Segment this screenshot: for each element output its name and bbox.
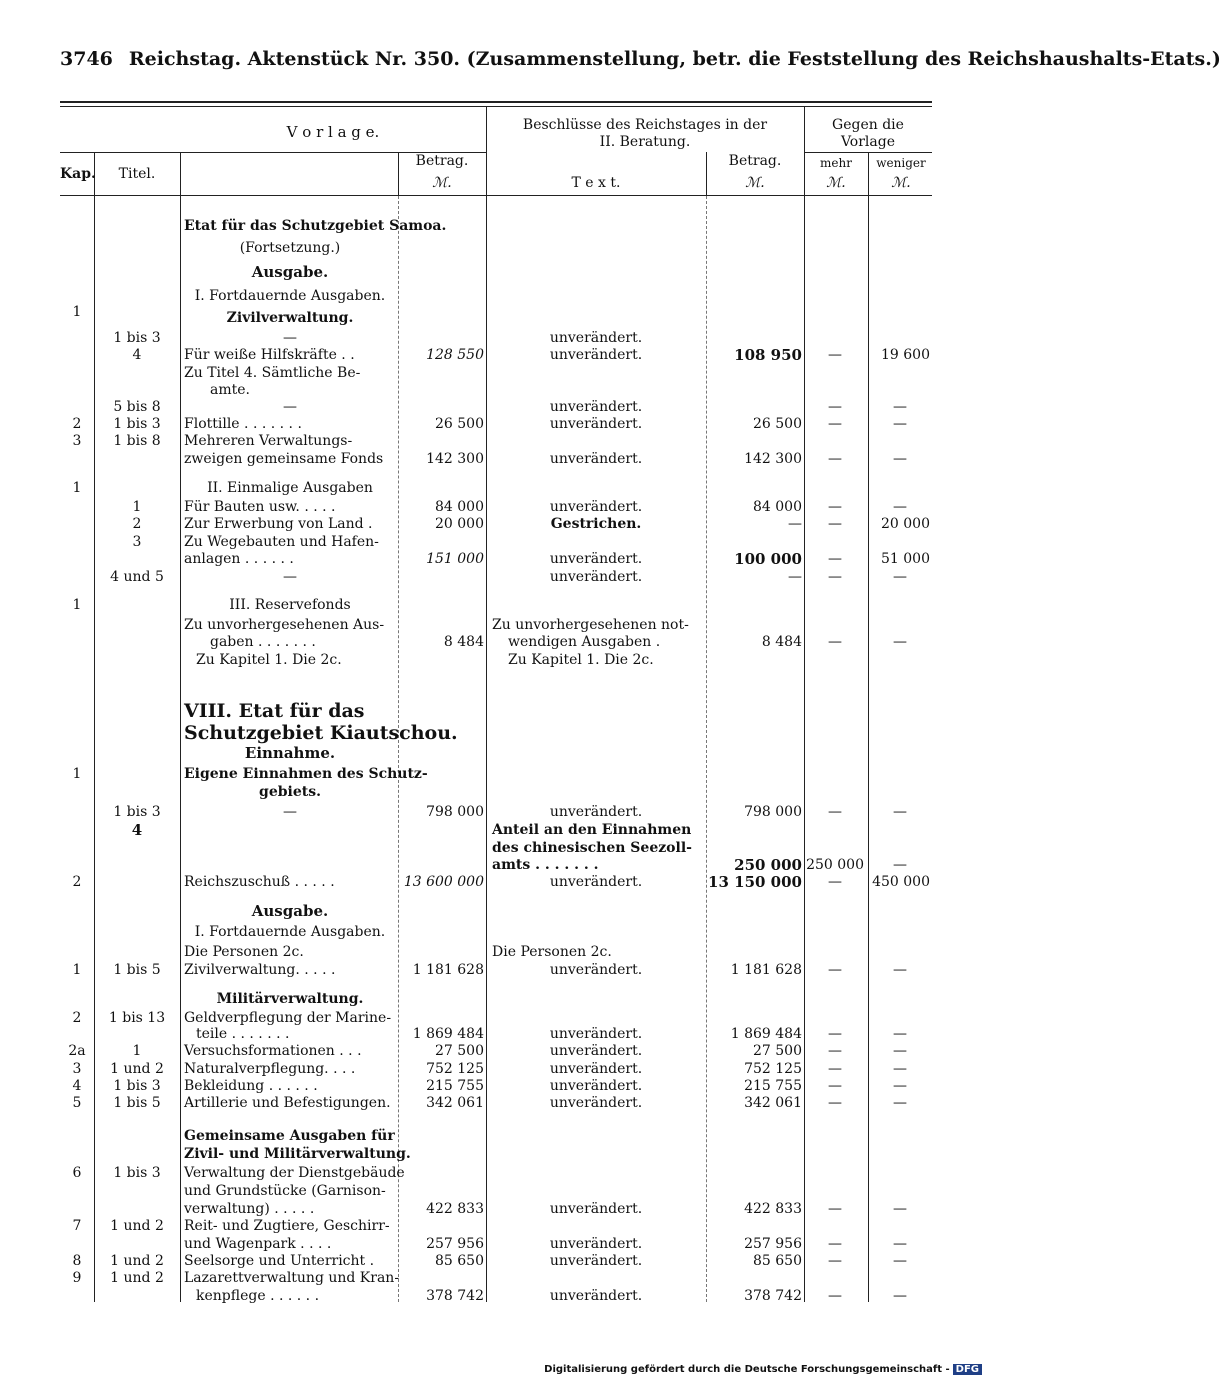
- row-43-mehr: —: [828, 1078, 842, 1094]
- row-52-weniger: —: [893, 1253, 907, 1269]
- row-50-titel: 1 und 2: [110, 1218, 164, 1234]
- row-8-desc: Zu Titel 4. Sämtliche Be-: [184, 365, 361, 381]
- row-28-desc: gebiets.: [259, 784, 321, 800]
- row-54-weniger: —: [893, 1288, 907, 1304]
- row-49-mehr: —: [828, 1201, 842, 1217]
- top-rule-thin: [60, 106, 932, 107]
- row-4-desc: Zivilverwaltung.: [226, 310, 354, 326]
- row-15-titel: 1: [132, 499, 142, 515]
- col-header-mehr: mehr: [820, 156, 852, 170]
- col-header-weniger: weniger: [876, 156, 926, 170]
- row-14-desc: II. Einmalige Ausgaben: [207, 480, 373, 496]
- row-25-desc: Schutzgebiet Kiautschou.: [184, 722, 458, 744]
- row-9-desc: amte.: [210, 382, 250, 398]
- row-18-mehr: —: [828, 551, 842, 567]
- row-51-text: unverändert.: [549, 1236, 643, 1252]
- row-52-text: unverändert.: [549, 1253, 643, 1269]
- row-40-desc: teile . . . . . . .: [196, 1026, 290, 1042]
- row-15-amount2: 84 000: [753, 499, 802, 515]
- row-10-mehr: —: [828, 399, 842, 415]
- col-header-text: T e x t.: [571, 175, 621, 191]
- row-16-amount: 20 000: [435, 516, 484, 532]
- row-42-kap: 3: [72, 1061, 82, 1077]
- row-15-mehr: —: [828, 499, 842, 515]
- row-44-titel: 1 bis 5: [113, 1095, 161, 1111]
- row-6-titel: 1 bis 3: [113, 330, 161, 346]
- row-52-desc: Seelsorge und Unterricht .: [184, 1253, 375, 1269]
- row-29-amount2: 798 000: [744, 804, 802, 820]
- row-1-desc: (Fortsetzung.): [239, 240, 341, 256]
- row-47-kap: 6: [72, 1165, 82, 1181]
- row-51-mehr: —: [828, 1236, 842, 1252]
- row-51-amount2: 257 956: [744, 1236, 802, 1252]
- row-42-desc: Naturalverpflegung. . . .: [184, 1061, 356, 1077]
- row-7-weniger: 19 600: [881, 347, 930, 363]
- row-18-text: unverändert.: [549, 551, 643, 567]
- row-12-desc: Mehreren Verwaltungs-: [184, 433, 353, 449]
- row-41-kap: 2a: [68, 1043, 86, 1059]
- row-32-amount2: 250 000: [734, 856, 802, 874]
- footer-text: Digitalisierung gefördert durch die Deutsche Forschungsgemeinschaft -: [544, 1364, 950, 1375]
- row-52-amount2: 85 650: [753, 1253, 802, 1269]
- row-39-titel: 1 bis 13: [108, 1010, 166, 1026]
- row-18-amount: 151 000: [426, 551, 484, 567]
- row-6-desc: —: [283, 330, 297, 346]
- row-20-kap: 1: [72, 597, 82, 613]
- row-36-text: Die Personen 2c.: [492, 944, 612, 960]
- row-32-weniger: —: [893, 857, 907, 873]
- row-11-amount2: 26 500: [753, 416, 802, 432]
- row-49-desc: verwaltung) . . . . .: [184, 1201, 315, 1217]
- row-15-amount: 84 000: [435, 499, 484, 515]
- row-7-text: unverändert.: [549, 347, 643, 363]
- row-17-desc: Zu Wegebauten und Hafen-: [184, 534, 379, 550]
- row-37-amount: 1 181 628: [412, 962, 484, 978]
- row-40-text: unverändert.: [549, 1026, 643, 1042]
- col-header-vorlage: V o r l a g e.: [286, 123, 380, 141]
- row-54-text: unverändert.: [549, 1288, 643, 1304]
- row-41-amount2: 27 500: [753, 1043, 802, 1059]
- page-header: [60, 48, 1221, 70]
- row-54-mehr: —: [828, 1288, 842, 1304]
- row-7-desc: Für weiße Hilfskräfte . .: [184, 347, 355, 363]
- row-2-desc: Ausgabe.: [251, 263, 329, 281]
- row-45-desc: Gemeinsame Ausgaben für: [184, 1128, 395, 1144]
- row-16-weniger: 20 000: [881, 516, 930, 532]
- col-header-betrag: Betrag.: [415, 153, 469, 169]
- row-29-weniger: —: [893, 804, 907, 820]
- row-27-desc: Eigene Einnahmen des Schutz-: [184, 766, 428, 782]
- row-52-mehr: —: [828, 1253, 842, 1269]
- row-47-titel: 1 bis 3: [113, 1165, 161, 1181]
- row-33-text: unverändert.: [549, 874, 643, 890]
- row-13-amount2: 142 300: [744, 451, 802, 467]
- row-43-kap: 4: [72, 1078, 82, 1094]
- row-32-mehr: 250 000: [806, 857, 864, 873]
- row-47-desc: Verwaltung der Dienstgebäude: [184, 1165, 405, 1181]
- row-18-amount2: 100 000: [734, 550, 802, 568]
- row-3-desc: I. Fortdauernde Ausgaben.: [194, 288, 386, 304]
- row-22-amount: 8 484: [443, 634, 484, 650]
- row-52-titel: 1 und 2: [110, 1253, 164, 1269]
- row-7-amount: 128 550: [426, 347, 484, 363]
- row-41-titel: 1: [132, 1043, 142, 1059]
- row-22-amount2: 8 484: [761, 634, 802, 650]
- row-41-desc: Versuchsformationen . . .: [184, 1043, 362, 1059]
- row-33-amount2: 13 150 000: [708, 873, 802, 891]
- row-0-desc: Etat für das Schutzgebiet Samoa.: [184, 218, 447, 234]
- row-5-kap: 1: [72, 304, 82, 320]
- col-rule-mehr: [868, 152, 869, 1302]
- row-12-titel: 1 bis 8: [113, 433, 161, 449]
- row-49-amount2: 422 833: [744, 1201, 802, 1217]
- row-29-mehr: —: [828, 804, 842, 820]
- row-30-text: Anteil an den Einnahmen: [492, 822, 692, 838]
- row-11-mehr: —: [828, 416, 842, 432]
- col-header-gegen: Gegen die: [832, 117, 904, 133]
- row-44-weniger: —: [893, 1095, 907, 1111]
- row-44-mehr: —: [828, 1095, 842, 1111]
- row-43-text: unverändert.: [549, 1078, 643, 1094]
- row-16-amount2: —: [788, 516, 802, 532]
- row-6-text: unverändert.: [549, 330, 643, 346]
- row-22-weniger: —: [893, 634, 907, 650]
- row-35-desc: I. Fortdauernde Ausgaben.: [194, 924, 386, 940]
- row-43-amount: 215 755: [426, 1078, 484, 1094]
- row-22-mehr: —: [828, 634, 842, 650]
- col-rule-beschluss-end: [804, 106, 805, 1302]
- row-22-text: wendigen Ausgaben .: [508, 634, 661, 650]
- row-34-desc: Ausgabe.: [251, 902, 329, 920]
- row-37-desc: Zivilverwaltung. . . . .: [184, 962, 336, 978]
- row-31-text: des chinesischen Seezoll-: [492, 840, 692, 856]
- row-22-desc: gaben . . . . . . .: [210, 634, 316, 650]
- col-header-gegen2: Vorlage: [840, 134, 896, 150]
- page-title: Reichstag. Aktenstück Nr. 350. (Zusammenstellung, betr. die Feststellung des Reichshaushalts-Etats.): [128, 48, 1221, 70]
- row-23-desc: Zu Kapitel 1. Die 2c.: [196, 652, 342, 668]
- row-43-desc: Bekleidung . . . . . .: [184, 1078, 318, 1094]
- row-37-weniger: —: [893, 962, 907, 978]
- row-37-titel: 1 bis 5: [113, 962, 161, 978]
- row-7-titel: 4: [132, 347, 142, 363]
- row-49-weniger: —: [893, 1201, 907, 1217]
- row-12-kap: 3: [72, 433, 82, 449]
- row-27-kap: 1: [72, 766, 82, 782]
- footer: [544, 1364, 982, 1375]
- row-46-desc: Zivil- und Militärverwaltung.: [184, 1146, 411, 1162]
- row-29-text: unverändert.: [549, 804, 643, 820]
- row-44-text: unverändert.: [549, 1095, 643, 1111]
- row-54-amount2: 378 742: [744, 1288, 802, 1304]
- row-42-amount2: 752 125: [744, 1061, 802, 1077]
- row-29-amount: 798 000: [426, 804, 484, 820]
- row-17-titel: 3: [132, 534, 142, 550]
- row-33-weniger: 450 000: [872, 874, 930, 890]
- row-29-titel: 1 bis 3: [113, 804, 161, 820]
- row-37-text: unverändert.: [549, 962, 643, 978]
- row-43-weniger: —: [893, 1078, 907, 1094]
- header-bottom-rule: [60, 195, 932, 196]
- row-42-amount: 752 125: [426, 1061, 484, 1077]
- col-header-weniger-unit: ℳ.: [891, 175, 911, 191]
- row-33-desc: Reichszuschuß . . . . .: [184, 874, 335, 890]
- page-number: 3746: [60, 48, 113, 70]
- row-19-desc: —: [283, 569, 297, 585]
- row-10-desc: —: [283, 399, 297, 415]
- row-20-desc: III. Reservefonds: [229, 597, 351, 613]
- row-32-text: amts . . . . . . .: [492, 857, 599, 873]
- row-43-amount2: 215 755: [744, 1078, 802, 1094]
- row-51-amount: 257 956: [426, 1236, 484, 1252]
- row-44-amount: 342 061: [426, 1095, 484, 1111]
- row-40-mehr: —: [828, 1026, 842, 1042]
- row-48-desc: und Grundstücke (Garnison-: [184, 1183, 386, 1199]
- row-40-weniger: —: [893, 1026, 907, 1042]
- row-42-weniger: —: [893, 1061, 907, 1077]
- row-7-mehr: —: [828, 347, 842, 363]
- col-header-kap: Kap.: [60, 166, 96, 182]
- col-header-mehr-unit: ℳ.: [826, 175, 846, 191]
- row-26-desc: Einnahme.: [244, 744, 336, 762]
- row-13-text: unverändert.: [549, 451, 643, 467]
- row-23-text: Zu Kapitel 1. Die 2c.: [508, 652, 654, 668]
- row-42-titel: 1 und 2: [110, 1061, 164, 1077]
- row-13-desc: zweigen gemeinsame Fonds: [184, 451, 384, 467]
- row-18-weniger: 51 000: [881, 551, 930, 567]
- row-39-kap: 2: [72, 1010, 82, 1026]
- row-42-text: unverändert.: [549, 1061, 643, 1077]
- row-18-desc: anlagen . . . . . .: [184, 551, 294, 567]
- row-43-titel: 1 bis 3: [113, 1078, 161, 1094]
- row-37-kap: 1: [72, 962, 82, 978]
- row-51-desc: und Wagenpark . . . .: [184, 1236, 332, 1252]
- row-40-amount2: 1 869 484: [730, 1026, 802, 1042]
- col-rule-vorlage-end: [486, 106, 487, 1302]
- col-header-betrag2: Betrag.: [728, 153, 782, 169]
- row-14-kap: 1: [72, 480, 82, 496]
- row-37-amount2: 1 181 628: [730, 962, 802, 978]
- row-54-amount: 378 742: [426, 1288, 484, 1304]
- row-33-mehr: —: [828, 874, 842, 890]
- row-10-text: unverändert.: [549, 399, 643, 415]
- row-50-kap: 7: [72, 1218, 82, 1234]
- row-15-weniger: —: [893, 499, 907, 515]
- top-rule: [60, 101, 932, 103]
- row-11-amount: 26 500: [435, 416, 484, 432]
- row-53-kap: 9: [72, 1270, 82, 1286]
- row-29-desc: —: [283, 804, 297, 820]
- col-rule-kap: [94, 152, 95, 1302]
- col-header-beratung: II. Beratung.: [599, 134, 691, 150]
- row-51-weniger: —: [893, 1236, 907, 1252]
- row-52-amount: 85 650: [435, 1253, 484, 1269]
- row-39-desc: Geldverpflegung der Marine-: [184, 1010, 392, 1026]
- row-36-desc: Die Personen 2c.: [184, 944, 304, 960]
- row-33-kap: 2: [72, 874, 82, 890]
- row-16-text: Gestrichen.: [550, 516, 642, 532]
- row-19-titel: 4 und 5: [110, 569, 164, 585]
- row-13-mehr: —: [828, 451, 842, 467]
- row-40-amount: 1 869 484: [412, 1026, 484, 1042]
- row-19-mehr: —: [828, 569, 842, 585]
- row-11-weniger: —: [893, 416, 907, 432]
- row-44-kap: 5: [72, 1095, 82, 1111]
- row-16-desc: Zur Erwerbung von Land .: [184, 516, 373, 532]
- row-42-mehr: —: [828, 1061, 842, 1077]
- row-21-desc: Zu unvorhergesehenen Aus-: [184, 617, 385, 633]
- dfg-logo: DFG: [953, 1364, 982, 1375]
- row-10-titel: 5 bis 8: [113, 399, 161, 415]
- col-header-titel: Titel.: [118, 166, 156, 182]
- row-41-amount: 27 500: [435, 1043, 484, 1059]
- row-11-desc: Flottille . . . . . . .: [184, 416, 302, 432]
- row-19-amount2: —: [788, 569, 802, 585]
- row-49-amount: 422 833: [426, 1201, 484, 1217]
- row-37-mehr: —: [828, 962, 842, 978]
- row-44-amount2: 342 061: [744, 1095, 802, 1111]
- row-53-desc: Lazarettverwaltung und Kran-: [184, 1270, 400, 1286]
- row-19-text: unverändert.: [549, 569, 643, 585]
- row-10-weniger: —: [893, 399, 907, 415]
- col-rule-titel: [180, 152, 181, 1302]
- row-11-text: unverändert.: [549, 416, 643, 432]
- row-41-weniger: —: [893, 1043, 907, 1059]
- row-11-titel: 1 bis 3: [113, 416, 161, 432]
- row-24-desc: VIII. Etat für das: [184, 700, 365, 722]
- row-15-text: unverändert.: [549, 499, 643, 515]
- row-50-desc: Reit- und Zugtiere, Geschirr-: [184, 1218, 390, 1234]
- col-header-betrag2-unit: ℳ.: [745, 175, 765, 191]
- row-16-mehr: —: [828, 516, 842, 532]
- col-header-betrag-unit: ℳ.: [432, 175, 452, 191]
- row-53-titel: 1 und 2: [110, 1270, 164, 1286]
- row-54-desc: kenpflege . . . . . .: [196, 1288, 320, 1304]
- row-41-mehr: —: [828, 1043, 842, 1059]
- row-49-text: unverändert.: [549, 1201, 643, 1217]
- row-52-kap: 8: [72, 1253, 82, 1269]
- row-33-amount: 13 600 000: [403, 874, 484, 890]
- row-21-text: Zu unvorhergesehenen not-: [492, 617, 689, 633]
- row-19-weniger: —: [893, 569, 907, 585]
- row-44-desc: Artillerie und Befestigungen.: [184, 1095, 391, 1111]
- col-header-beschluesse: Beschlüsse des Reichstages in der: [522, 117, 768, 133]
- row-13-amount: 142 300: [426, 451, 484, 467]
- row-7-amount2: 108 950: [734, 346, 802, 364]
- row-38-desc: Militärverwaltung.: [216, 991, 364, 1007]
- row-13-weniger: —: [893, 451, 907, 467]
- row-15-desc: Für Bauten usw. . . . .: [184, 499, 336, 515]
- row-16-titel: 2: [132, 516, 142, 532]
- row-30-titel: 4: [131, 821, 143, 839]
- row-41-text: unverändert.: [549, 1043, 643, 1059]
- row-11-kap: 2: [72, 416, 82, 432]
